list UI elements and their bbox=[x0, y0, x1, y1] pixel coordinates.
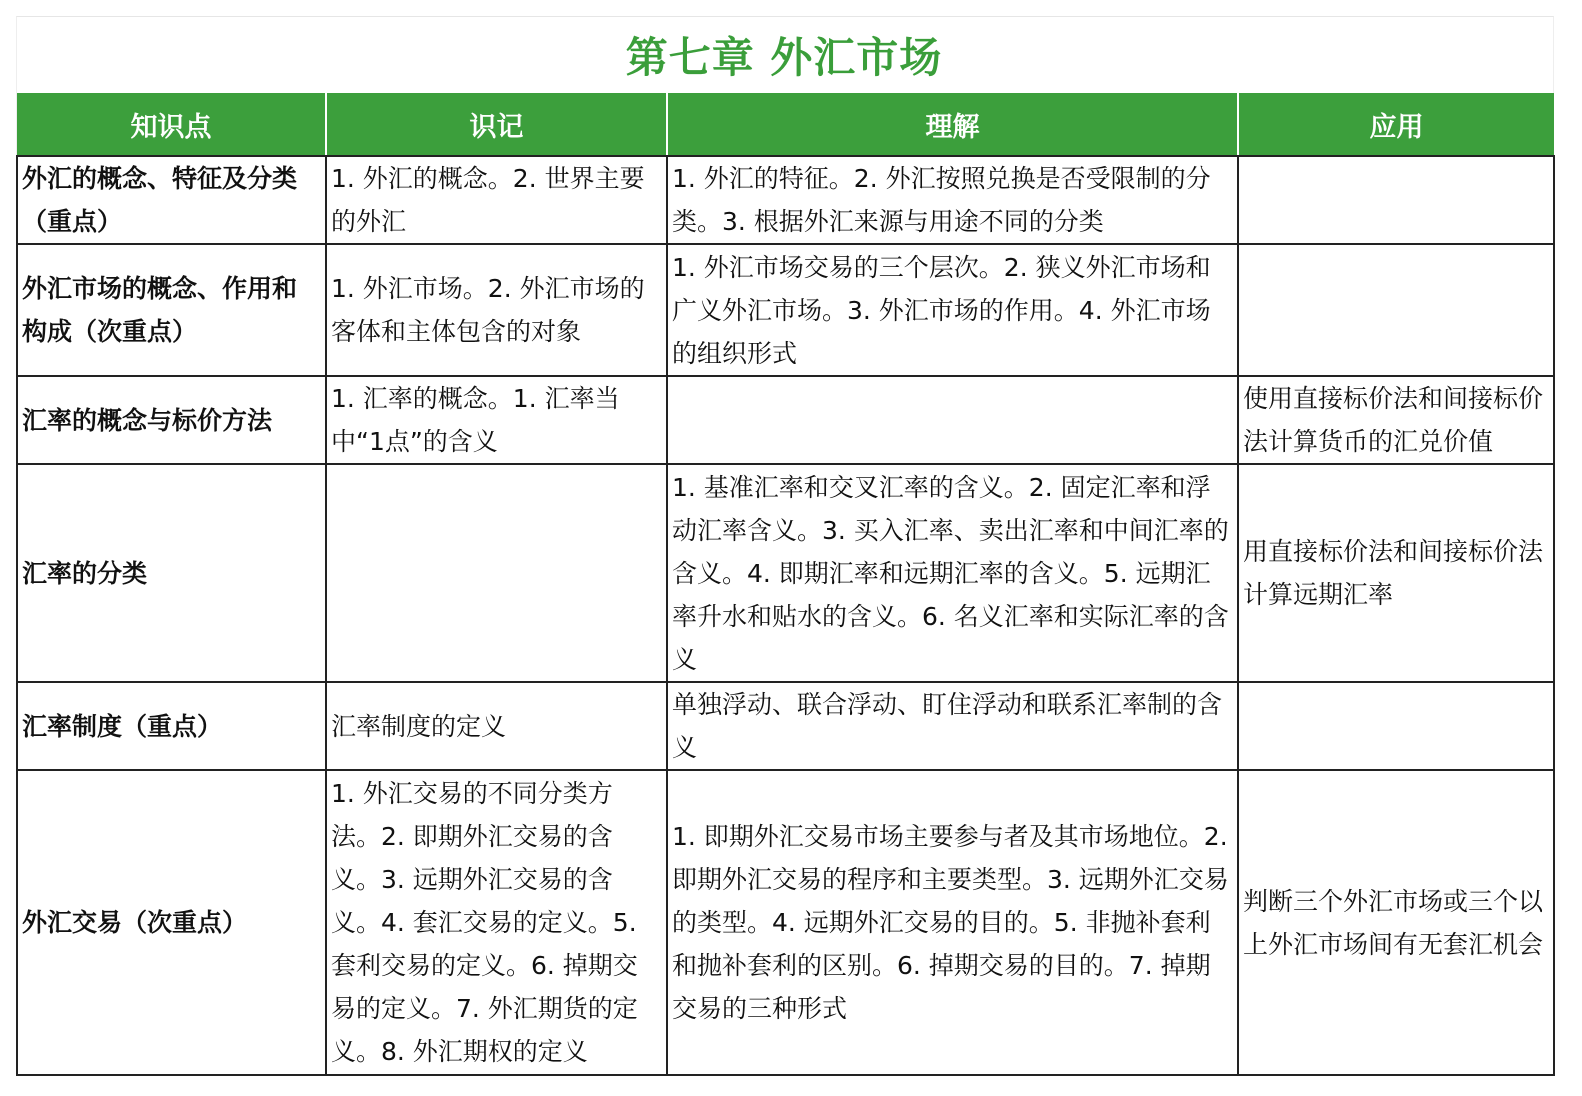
column-header-apply: 应用 bbox=[1238, 93, 1554, 156]
apply-cell: 用直接标价法和间接标价法计算远期汇率 bbox=[1238, 464, 1554, 682]
memorize-cell: 1. 外汇市场。2. 外汇市场的客体和主体包含的对象 bbox=[326, 244, 667, 376]
table-row bbox=[17, 770, 1554, 1075]
understand-cell: 单独浮动、联合浮动、盯住浮动和联系汇率制的含义 bbox=[667, 682, 1238, 770]
apply-cell: 判断三个外汇市场或三个以上外汇市场间有无套汇机会 bbox=[1238, 770, 1554, 1075]
memorize-cell: 汇率制度的定义 bbox=[326, 682, 667, 770]
table-row bbox=[17, 682, 1554, 770]
page-title: 第七章 外汇市场 bbox=[625, 32, 943, 82]
apply-cell bbox=[1238, 156, 1554, 244]
understand-cell: 1. 基准汇率和交叉汇率的含义。2. 固定汇率和浮动汇率含义。3. 买入汇率、卖出汇率和中间汇率的含义。4. 即期汇率和远期汇率的含义。5. 远期汇率升水和贴水的含义。6. 名义汇率和实际汇率的含义 bbox=[667, 464, 1238, 682]
apply-cell bbox=[1238, 244, 1554, 376]
understand-cell bbox=[667, 376, 1238, 464]
memorize-cell bbox=[326, 464, 667, 682]
topic-cell: 外汇市场的概念、作用和构成（次重点） bbox=[17, 244, 326, 376]
memorize-cell: 1. 汇率的概念。1. 汇率当中“1点”的含义 bbox=[326, 376, 667, 464]
memorize-cell: 1. 外汇的概念。2. 世界主要的外汇 bbox=[326, 156, 667, 244]
topic-cell: 汇率的概念与标价方法 bbox=[17, 376, 326, 464]
apply-cell bbox=[1238, 682, 1554, 770]
table-row bbox=[17, 244, 1554, 376]
understand-cell: 1. 即期外汇交易市场主要参与者及其市场地位。2. 即期外汇交易的程序和主要类型。3. 远期外汇交易的类型。4. 远期外汇交易的目的。5. 非抛补套利和抛补套利的区别。6. 掉期交易的目的。7. 掉期交易的三种形式 bbox=[667, 770, 1238, 1075]
topic-cell: 外汇的概念、特征及分类（重点） bbox=[17, 156, 326, 244]
topic-cell: 外汇交易（次重点） bbox=[17, 770, 326, 1075]
column-header-memorize: 识记 bbox=[326, 93, 667, 156]
column-header-topic: 知识点 bbox=[17, 93, 326, 156]
table-row bbox=[17, 376, 1554, 464]
understand-cell: 1. 外汇市场交易的三个层次。2. 狭义外汇市场和广义外汇市场。3. 外汇市场的作用。4. 外汇市场的组织形式 bbox=[667, 244, 1238, 376]
understand-cell: 1. 外汇的特征。2. 外汇按照兑换是否受限制的分类。3. 根据外汇来源与用途不同的分类 bbox=[667, 156, 1238, 244]
memorize-cell: 1. 外汇交易的不同分类方法。2. 即期外汇交易的含义。3. 远期外汇交易的含义。4. 套汇交易的定义。5. 套利交易的定义。6. 掉期交易的定义。7. 外汇期货的定义。8. 外汇期权的定义 bbox=[326, 770, 667, 1075]
column-header-understand: 理解 bbox=[667, 93, 1238, 156]
knowledge-table bbox=[16, 93, 1555, 1076]
table-row bbox=[17, 156, 1554, 244]
table-row bbox=[17, 464, 1554, 682]
table-header-row bbox=[17, 93, 1554, 156]
topic-cell: 汇率的分类 bbox=[17, 464, 326, 682]
topic-cell: 汇率制度（重点） bbox=[17, 682, 326, 770]
apply-cell: 使用直接标价法和间接标价法计算货币的汇兑价值 bbox=[1238, 376, 1554, 464]
